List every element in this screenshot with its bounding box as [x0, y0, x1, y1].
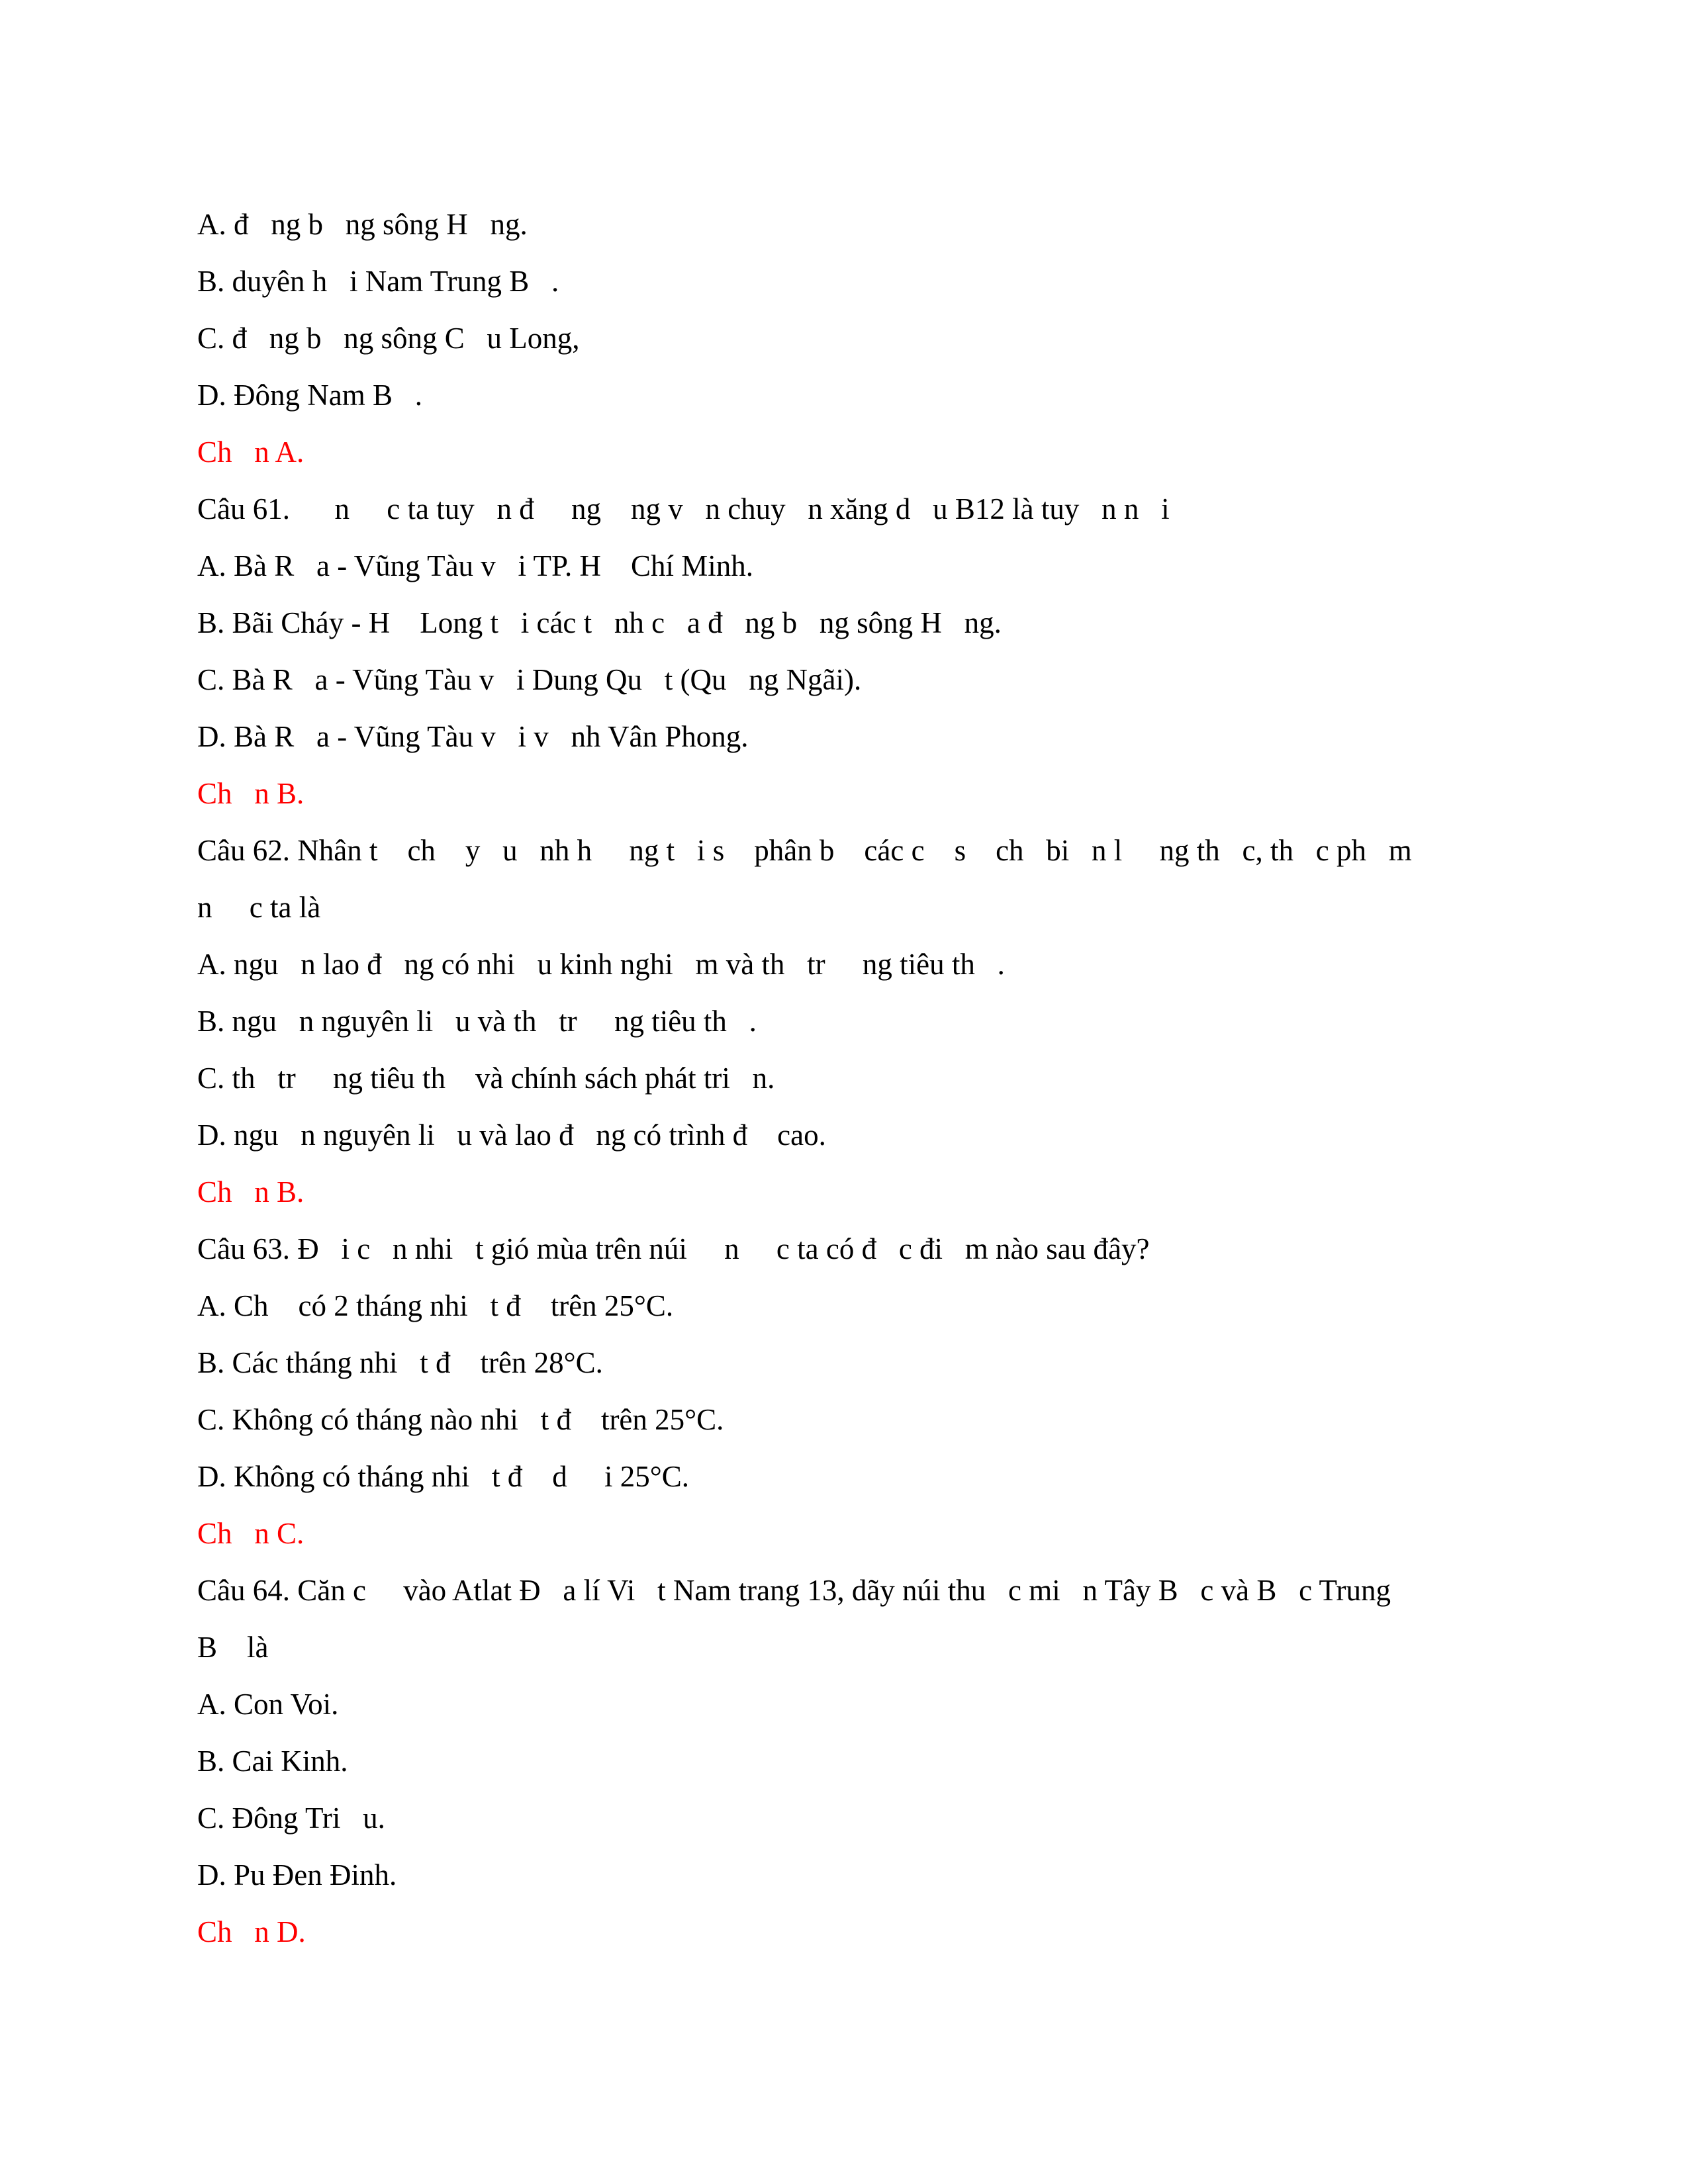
- option-line: C. th tr ng tiêu th và chính sách phát tri n.: [197, 1062, 775, 1095]
- answer-line: Ch n C.: [197, 1517, 305, 1550]
- option-line: D. Bà R a - Vũng Tàu v i v nh Vân Phong.: [197, 720, 749, 753]
- option-line: A. ngu n lao đ ng có nhi u kinh nghi m và th tr ng tiêu th .: [197, 948, 1005, 981]
- answer-line: Ch n B.: [197, 777, 305, 810]
- option-line: D. Đông Nam B .: [197, 379, 422, 412]
- question-line: n c ta là: [197, 891, 321, 924]
- document-page: [197, 196, 1508, 1960]
- option-line: B. Bãi Cháy - H Long t i các t nh c a đ ng b ng sông H ng.: [197, 606, 1002, 639]
- option-line: A. Ch có 2 tháng nhi t đ trên 25°C.: [197, 1289, 674, 1322]
- option-line: A. đ ng b ng sông H ng.: [197, 208, 528, 241]
- option-line: B. ngu n nguyên li u và th tr ng tiêu th .: [197, 1005, 757, 1038]
- option-line: D. Không có tháng nhi t đ d i 25°C.: [197, 1460, 689, 1493]
- question-line: Câu 61. n c ta tuy n đ ng ng v n chuy n xăng d u B12 là tuy n n i: [197, 492, 1170, 525]
- answer-line: Ch n B.: [197, 1175, 305, 1208]
- option-line: D. Pu Đen Đinh.: [197, 1858, 397, 1891]
- option-line: C. đ ng b ng sông C u Long,: [197, 322, 580, 355]
- answer-line: Ch n A.: [197, 435, 305, 469]
- option-line: B. Cai Kinh.: [197, 1745, 348, 1778]
- question-line: Câu 63. Đ i c n nhi t gió mùa trên núi n c ta có đ c đi m nào sau đây?: [197, 1232, 1150, 1265]
- question-line: Câu 64. Căn c vào Atlat Đ a lí Vi t Nam trang 13, dãy núi thu c mi n Tây B c và B c Trung: [197, 1574, 1391, 1607]
- option-line: C. Đông Tri u.: [197, 1801, 385, 1835]
- option-line: B. Các tháng nhi t đ trên 28°C.: [197, 1346, 603, 1379]
- option-line: B. duyên h i Nam Trung B .: [197, 265, 559, 298]
- option-line: C. Bà R a - Vũng Tàu v i Dung Qu t (Qu ng Ngãi).: [197, 663, 862, 696]
- option-line: C. Không có tháng nào nhi t đ trên 25°C.: [197, 1403, 724, 1436]
- question-line: Câu 62. Nhân t ch y u nh h ng t i s phân b các c s ch bi n l ng th c, th c ph m: [197, 834, 1412, 867]
- question-line: B là: [197, 1631, 269, 1664]
- option-line: A. Con Voi.: [197, 1688, 339, 1721]
- option-line: D. ngu n nguyên li u và lao đ ng có trình đ cao.: [197, 1118, 826, 1152]
- option-line: A. Bà R a - Vũng Tàu v i TP. H Chí Minh.: [197, 549, 754, 582]
- answer-line: Ch n D.: [197, 1915, 306, 1948]
